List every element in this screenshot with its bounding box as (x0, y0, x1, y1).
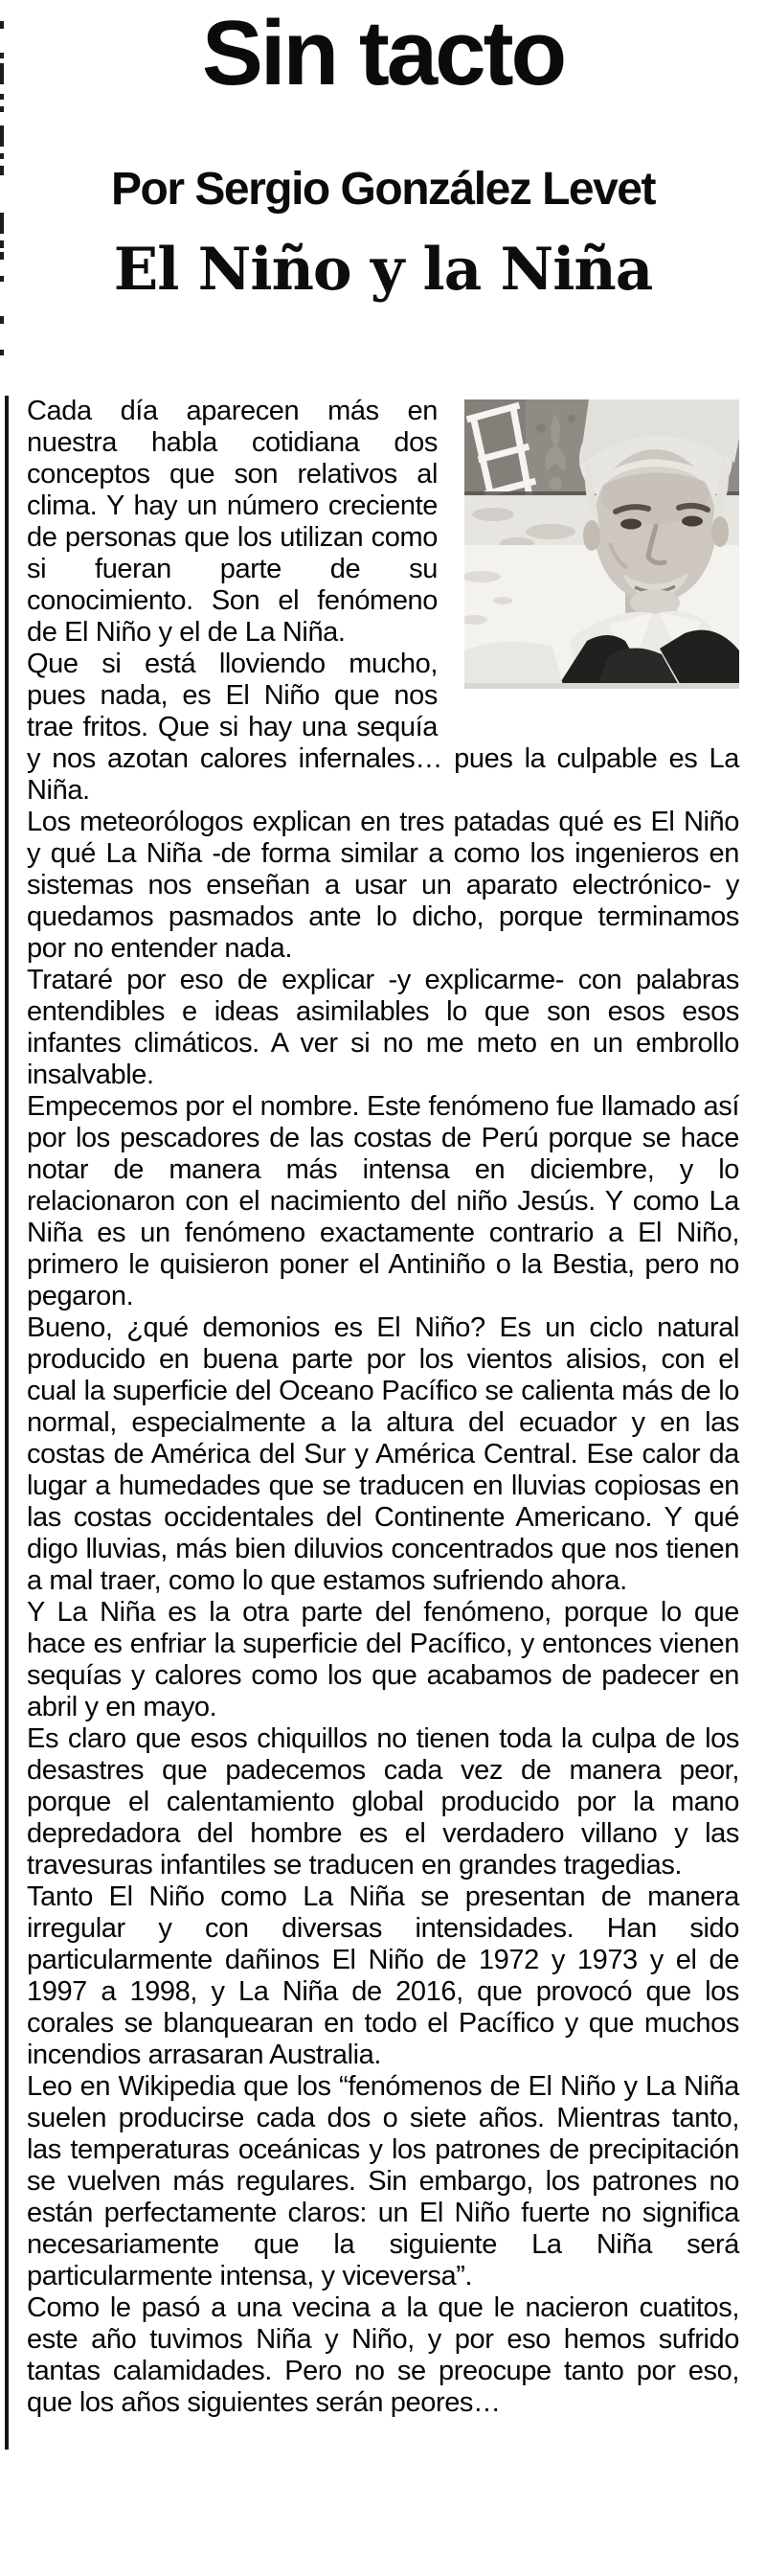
article-paragraph: Tanto El Niño como La Niña se presentan de manera irregular y con diversas intensidades. Han sido particularmente dañinos El Niño de 1972 y 1973 y el de 1997 a 1998, y La Niña de 2016, que provocó que los corales se blanquearan en todo el Pacífico y que muchos incendios arrasaran Australia. (27, 1881, 739, 2070)
article-paragraph: Trataré por eso de explicar -y explicarme- con palabras entendibles e ideas asimilables lo que son esos esos infantes climáticos. A ver si no me meto en un embrollo insalvable. (27, 965, 739, 1090)
article-paragraph: Los meteorólogos explican en tres patadas qué es El Niño y qué La Niña -de forma similar a como los ingenieros en sistemas nos enseñan a usar un aparato electrónico- y quedamos pasmados ante lo dicho, porque terminamos por no entender nada. (27, 807, 739, 964)
article-paragraph: Como le pasó a una vecina a la que le nacieron cuatitos, este año tuvimos Niña y Niño, y por eso hemos sufrido tantas calamidades. Pero no se preocupe tanto por eso, que los años siguientes serán peores… (27, 2292, 739, 2418)
column-rule (5, 396, 9, 2450)
article-paragraph: Leo en Wikipedia que los “fenómenos de El Niño y La Niña suelen producirse cada dos o siete años. Mientras tanto, las temperaturas oceánicas y los patrones de precipitación se vuelven más regulares. Sin embargo, los patrones no están perfectamente claros: un El Niño fuerte no significa necesariamente que la siguiente La Niña será particularmente intensa, y viceversa”. (27, 2071, 739, 2291)
column-title: Sin tacto (201, 2, 565, 104)
article-paragraph: Y La Niña es la otra parte del fenómeno, porque lo que hace es enfriar la superficie del Pacífico, y entonces vienen sequías y calores como los que acabamos de padecer en abril y en mayo. (27, 1597, 739, 1722)
article-headline: El Niño y la Niña (113, 236, 653, 304)
article-paragraph: Que si está lloviendo mucho, pues nada, es El Niño que nos trae fritos. Que si hay una sequía y nos azotan calores infernales… pues la culpable es La Niña. (27, 649, 739, 806)
article-paragraph: Empecemos por el nombre. Este fenómeno fue llamado así por los pescadores de las costas de Perú porque se hace notar de manera más intensa en diciembre, y lo relacionaron con el nacimiento del niño Jesús. Y como La Niña es un fenómeno exactamente contrario a El Niño, primero le quisieron poner el Antiniño o la Bestia, pero no pegaron. (27, 1091, 739, 1311)
author-portrait-illustration (464, 399, 739, 689)
article-body (27, 396, 739, 2419)
byline: Por Sergio González Levet (111, 164, 655, 215)
article-paragraph: Es claro que esos chiquillos no tienen toda la culpa de los desastres que padecemos cada vez de manera peor, porque el calentamiento global producido por la mano depredadora del hombre es el verdadero villano y las travesuras infantiles se traducen en grandes tragedias. (27, 1723, 739, 1881)
article-paragraph: Bueno, ¿qué demonios es El Niño? Es un ciclo natural producido en buena parte por los vientos alisios, con el cual la superficie del Oceano Pacífico se calienta más de lo normal, especialmente a la altura del ecuador y en las costas de América del Sur y América Central. Ese calor da lugar a humedades que se traducen en lluvias copiosas en las costas occidentales del Continente Americano. Y qué digo lluvias, más bien diluvios concentrados que nos tienen a mal traer, como lo que estamos sufriendo ahora. (27, 1312, 739, 1596)
article-paragraph: Cada día aparecen más en nuestra habla cotidiana dos conceptos que son relativos al clima. Y hay un número creciente de personas que los utilizan como si fueran parte de su conocimiento. Son el fenómeno de El Niño y el de La Niña. (27, 396, 438, 648)
author-photo (464, 399, 739, 689)
